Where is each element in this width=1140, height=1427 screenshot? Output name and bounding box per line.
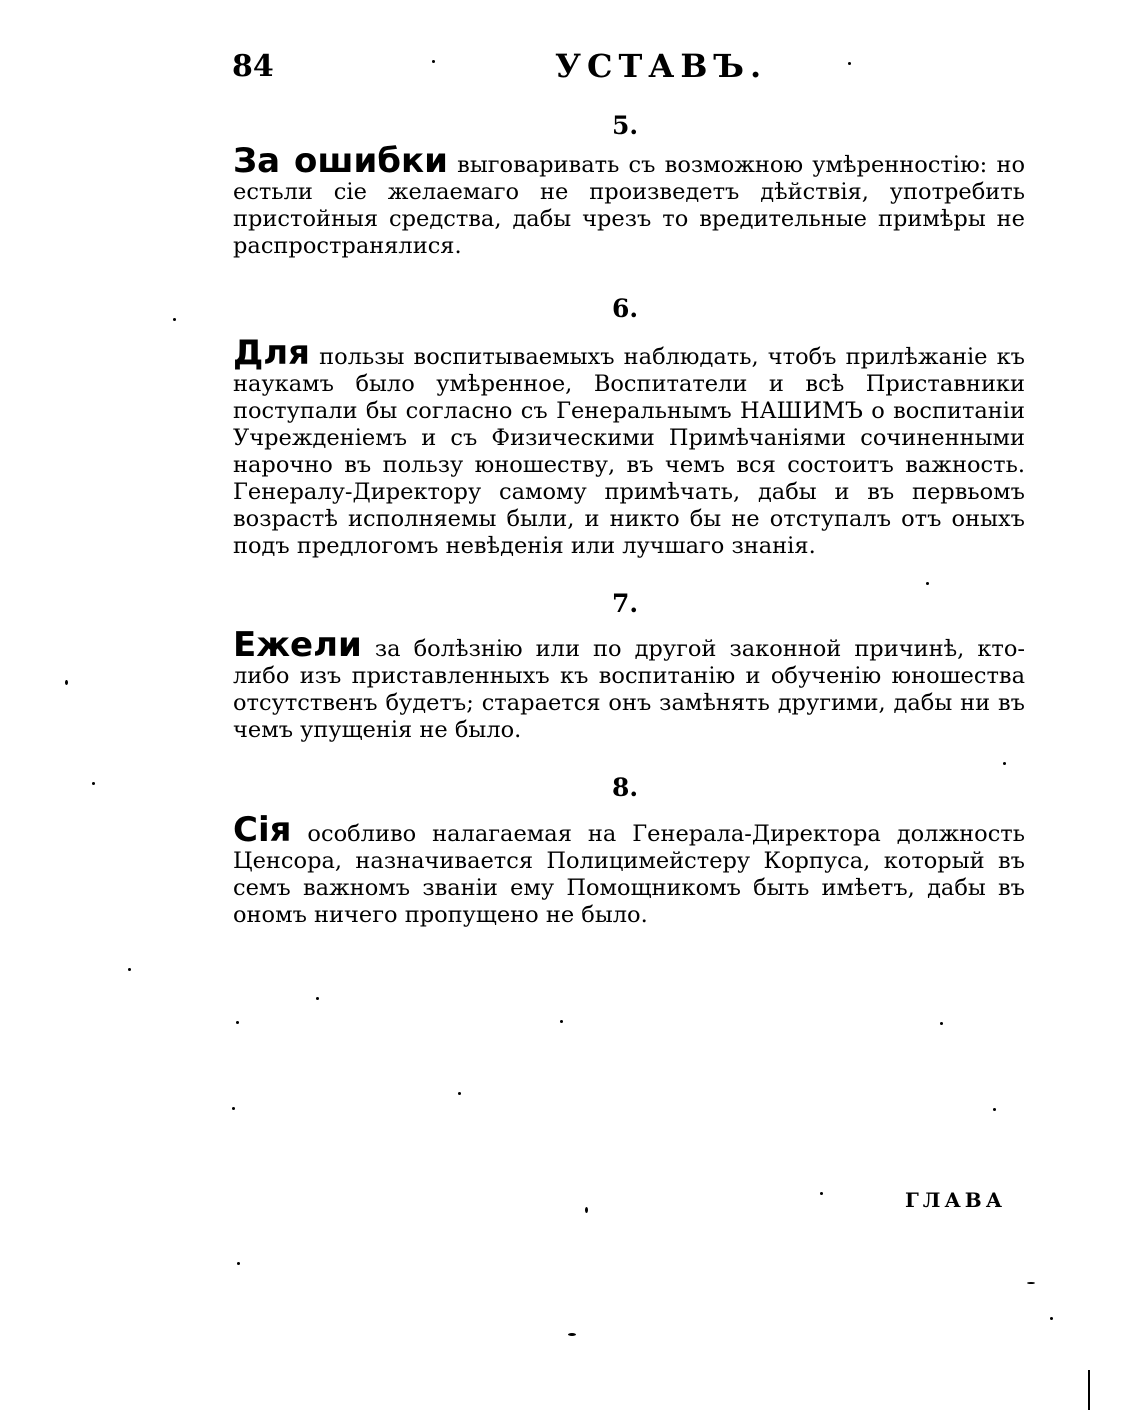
section-paragraph-5 (233, 141, 1025, 260)
scan-speck (568, 1333, 576, 1336)
catchword: ГЛАВА (905, 1188, 1006, 1212)
section-number-7: 7. (611, 589, 639, 618)
scan-speck (1003, 762, 1006, 765)
scan-speck (926, 582, 929, 585)
section-paragraph-7 (233, 625, 1025, 744)
paragraph-text: особливо налагаемая на Генерала-Директора должность Ценсора, назначивается Полицимейстеру Корпуса, который въ семъ важномъ званіи ему Помощникомъ быть имѣетъ, дабы въ ономъ ничего пропущено не было. (233, 821, 1025, 928)
section-paragraph-6 (233, 333, 1025, 560)
scan-speck (585, 1207, 588, 1213)
scan-speck (173, 318, 176, 321)
scan-speck (236, 1021, 239, 1024)
scan-speck (65, 680, 68, 685)
paragraph-text: за болѣзнію или по другой законной причинѣ, кто-либо изъ приставленныхъ къ воспитанію и обученію юношества отсутственъ будетъ; старается онъ замѣнять другими, дабы ни въ чемъ упущенія не было. (233, 636, 1025, 743)
section-number-6: 6. (611, 294, 639, 323)
scan-speck (940, 1022, 943, 1025)
paragraph-text: пользы воспитываемыхъ наблюдать, чтобъ прилѣжаніе къ наукамъ было умѣренное, Воспитатели и всѣ Приставники поступали бы согласно съ Генеральнымъ НАШИМЪ о воспитаніи Учрежденіемъ и съ Физическими Примѣчаніями сочиненными нарочно въ пользу юношеству, въ чемъ вся состоитъ важность. Генералу-Директору самому примѣчать, дабы и въ первьомъ возрастѣ исполняемы были, и никто бы не отступалъ отъ оныхъ подъ предлогомъ невѣденія или лучшаго знанія. (233, 344, 1025, 559)
scan-speck (92, 782, 95, 785)
scan-speck (128, 968, 131, 971)
scan-speck (1050, 1317, 1053, 1320)
lead-word: Сія (233, 810, 292, 850)
scan-speck (560, 1020, 563, 1023)
page-number: 84 (232, 49, 274, 84)
running-head: УСТАВЪ. (555, 47, 768, 85)
section-number-5: 5. (611, 111, 639, 140)
lead-word: Ежели (233, 625, 362, 665)
section-paragraph-8 (233, 810, 1025, 929)
lead-word: Для (233, 333, 311, 373)
section-number-8: 8. (611, 773, 639, 802)
scan-speck (820, 1192, 823, 1195)
scan-speck (1027, 1282, 1035, 1284)
paragraph-text: выговаривать съ возможною умѣренностію: но естьли сіе желаемаго не произведетъ дѣйствія, употребить пристойныя средства, дабы чрезъ то вредительные примѣры не распространялися. (233, 152, 1025, 259)
scan-speck (232, 1107, 235, 1110)
scan-speck (993, 1108, 996, 1111)
scan-speck (458, 1092, 461, 1095)
scan-speck (237, 1262, 240, 1265)
scan-speck (432, 60, 435, 63)
page-edge-mark (1088, 1370, 1090, 1410)
scan-speck (316, 997, 319, 1000)
lead-word: За ошибки (233, 141, 448, 181)
scan-speck (848, 62, 851, 65)
